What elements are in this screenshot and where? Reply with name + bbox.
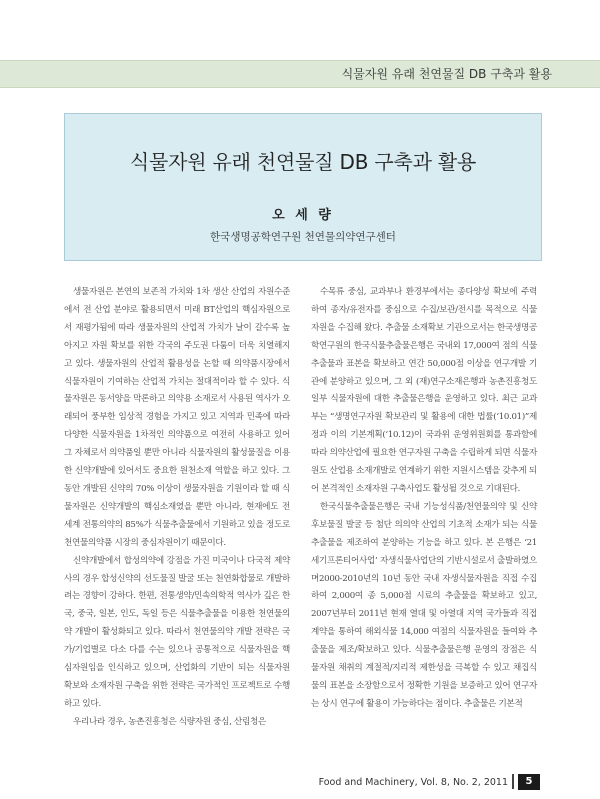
paragraph: 수목류 중심, 교과부나 환경부에서는 종다양성 확보에 주력하여 종자/유전자를 중심으로 수집/보관/전시를 목적으로 식물자원을 수집해 왔다. 추출물 소재확보 기관으로서는 한국생명공학연구원의 한국식물추출물은행은 국내외 17,000여 점의 식물추출물과 표본을 확보하고 연간 50,000점 이상을 연구개발 기관에 분양하고 있으며, 그 외 (재)연구소재은행과 농촌진흥청도 일부 식물자원에 대한 추출물은행을 운영하고 있다. 최근 교과부는 “생명연구자원 확보관리 및 활용에 대한 법률(‘10.01)”제정과 이의 기본계획(‘10.12)이 국과위 운영위원회를 통과함에 따라 의약산업에 필요한 연구자원 구축을 수립하게 되면 식물자원도 산업용 소재개발로 연계하기 위한 지원시스템을 갖추게 되어 본격적인 소재자원 구축사업도 활성될 것으로 기대된다. (311, 287, 537, 494)
running-header: 식물자원 유래 천연물질 DB 구축과 활용 (341, 67, 552, 81)
footer-divider (512, 774, 514, 789)
article-title: 식물자원 유래 천연물질 DB 구축과 활용 (129, 150, 477, 174)
paragraph: 신약개발에서 합성의약에 강점을 가진 미국이나 다국적 제약사의 경우 합성신약의 선도물질 발굴 또는 천연화합물로 개발하려는 경향이 강하다. 한편, 전통생약/민속의학적 역사가 깊은 한국, 중국, 일본, 인도, 독일 등은 식물추출물을 이용한 천연물의약 개발이 활성화되고 있다. 따라서 천연물의약 개발 전략은 국가/기업별로 다소 다를 수는 있으나 공통적으로 식물자원을 핵심자원임을 인식하고 있으며, 산업화의 기반이 되는 식물자원 확보와 소재자원 구축을 위한 전략은 국가적인 프로젝트로 수행하고 있다. (64, 555, 290, 709)
body-column-right (311, 284, 537, 714)
page-number: 5 (518, 774, 540, 790)
body-column-left (64, 284, 290, 732)
author-affiliation: 한국생명공학연구원 천연물의약연구센터 (210, 231, 396, 243)
paragraph: 생물자원은 본연의 보존적 가치와 1차 생산 산업의 자원수준에서 전 산업 분야로 활용되면서 미래 BT산업의 핵심자원으로서 재평가됨에 따라 생물자원의 산업적 가치가 날이 갈수록 높아지고 자원 확보를 위한 각국의 주도권 다툼이 더욱 치열해지고 있다. 생물자원의 산업적 활용성을 논할 때 의약품시장에서 식물자원이 기여하는 산업적 가치는 절대적이라 할 수 있다. 식물자원은 동서양을 막론하고 의약용 소재로서 사용된 역사가 오래되어 풍부한 임상적 경험을 가지고 있고 지역과 민족에 따라 다양한 식물자원을 1차적인 의약품으로 여전히 사용하고 있어 그 자체로서 의약품일 뿐만 아니라 식물자원의 활성물질을 이용한 신약개발에 있어서도 중요한 원천소재 역할을 하고 있다. 그동안 개발된 신약의 70% 이상이 생물자원을 기원이라 할 때 식물자원은 신약개발의 핵심소재였을 뿐만 아니라, 현재에도 전 세계 전통의약의 85%가 식물추출물에서 기원하고 있을 정도로 천연물의약품 시장의 중심자원이기 때문이다. (64, 287, 290, 548)
paragraph: 한국식물추출물은행은 국내 기능성식품/천연물의약 및 신약후보물질 발굴 등 첨단 의의약 산업의 기초적 소재가 되는 식물추출물을 제조하여 분양하는 기능을 하고 있다. 본 은행은 ‘21세기프론티어사업’ 자생식물사업단의 기반시설로서 출발하였으며2000-2010년의 10년 동안 국내 자생식물자원을 직접 수집하여 2,000여 종 5,000점 시료의 추출물을 확보하고 있고, 2007년부터 2011년 현재 열대 및 아열대 지역 국가들과 직접 계약을 통하여 해외식물 14,000 여점의 식물자원을 들여와 추출물을 제조/확보하고 있다. 식물추출물은행 운영의 장점은 식물자원 채취의 계절적/지리적 제한성을 극복할 수 있고 채집식물의 표본을 소장함으로서 정확한 기원을 보증하고 있어 연구자는 상시 연구에 활용이 가능하다는 점이다. 추출물은 기본적 (311, 501, 537, 709)
author-name: 오 세 량 (272, 208, 334, 223)
journal-citation: Food and Machinery, Vol. 8, No. 2, 2011 (318, 777, 508, 788)
paragraph: 우리나라 경우, 농촌진흥청은 식량자원 중심, 산림청은 (73, 716, 267, 727)
